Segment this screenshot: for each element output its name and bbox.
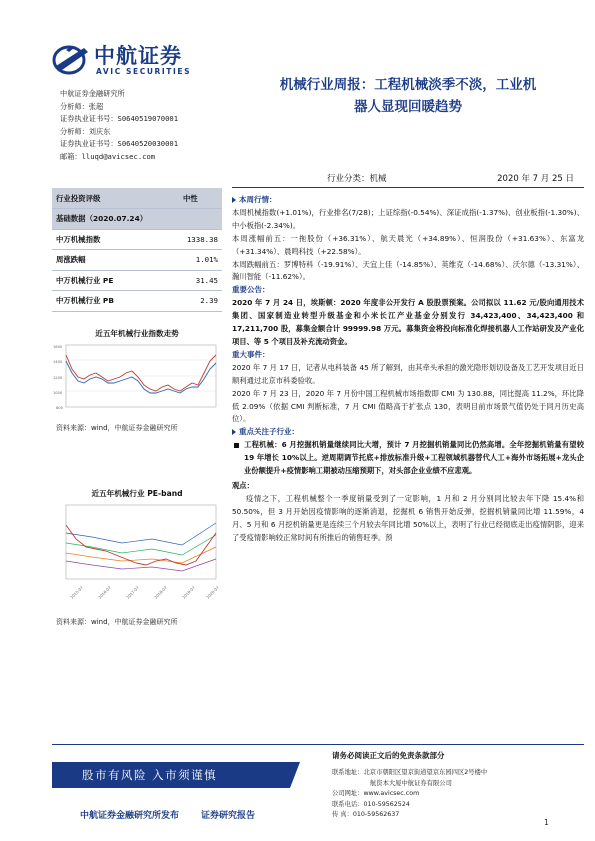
avic-logo-icon	[52, 42, 90, 76]
stat-value: 1.01%	[159, 250, 222, 271]
logo-name-cn: 中航证券	[94, 44, 182, 68]
contact-website: 公司网址：www.avicsec.com	[332, 790, 420, 797]
publisher: 中航证券金融研究所发布	[80, 811, 180, 821]
stat-value: 31.45	[159, 270, 222, 291]
chart-title: 近五年机械行业 PE-band	[91, 489, 183, 498]
stat-row	[52, 250, 222, 271]
svg-text:2017-07: 2017-07	[125, 584, 140, 600]
contact-phone: 联系电话：010-59562524	[332, 800, 410, 808]
contact-line: 联系地址：北京市朝阳区望京街道望京东园四区2号楼中	[332, 769, 488, 776]
view-paragraph: 疫情之下，工程机械整个一季度销量受到了一定影响，1 月和 2 月分别同比较去年下降 15.4%和 50.50%，但 3 月开始因疫情影响的逐渐消退，挖掘机 6 销售开始反弹，挖掘机销量同比增 11.59%，4 月、5 月和 6 月挖机销量更是连续三个月较去年同比增 50%以上，表明了行业已经彻底走出疫情阴影，迎来了受疫情影响较正常时间有所推后的销售旺季。预	[232, 493, 584, 542]
contact-line: 航资本大厦中航证券有限公司	[370, 779, 452, 787]
svg-text:2020-07: 2020-07	[205, 584, 220, 600]
square-bullet-icon	[234, 443, 239, 448]
contact-fax: 传 真：010-59562637	[332, 811, 400, 818]
footer-divider	[52, 744, 584, 745]
top-gainers-paragraph: 本周涨幅前五：一拖股份（+36.31%）、航天晨光（+34.89%）、恒润股份（+31.63%）、东富龙（+31.34%）、晨鸣科技（+22.58%）。	[232, 233, 584, 256]
report-title-line: 器人显现回暖趋势	[354, 99, 462, 115]
basic-data-label: 基础数据（2020.07.24）	[52, 209, 222, 230]
view-heading: 观点：	[232, 480, 254, 490]
section-heading: 重要公告：	[232, 285, 270, 295]
chart-source: 资料来源：wind，中航证券金融研究所	[56, 618, 178, 626]
stat-label: 中万机械行业 PB	[52, 291, 159, 312]
risk-banner	[52, 762, 290, 788]
analyst-line: 证券执业证书号：S0640519070001	[60, 114, 179, 124]
svg-text:2019-07: 2019-07	[181, 584, 196, 600]
svg-text:800: 800	[56, 406, 63, 410]
disclaimer-note: 请务必阅读正文后的免责条款部分	[332, 751, 445, 760]
industry-classification: 行业分类：机械	[327, 174, 387, 184]
svg-text:1600: 1600	[53, 345, 63, 349]
rating-value: 中性	[159, 188, 222, 209]
analyst-line: 分析师：张超	[60, 101, 104, 111]
triangle-bullet-icon	[232, 197, 236, 203]
rating-label: 行业投资评级	[52, 188, 159, 209]
stat-label: 中万机械指数	[52, 229, 159, 250]
market-paragraph: 本周机械指数(+1.01%)，行业排名(7/28)；上证综指(-0.54%)、深证成指(-1.37%)、创业板指(-1.30%)、中小板指(-2.34%)。	[232, 207, 584, 230]
logo-name-en: AVIC SECURITIES	[96, 67, 192, 76]
event-paragraph: 2020 年 7 月 17 日，记者从电科装备 45 所了解到，由其牵头承担的激光隐形划切设备及工艺开发项目近日顺利通过北京市科委验收。	[232, 362, 584, 385]
title-divider	[232, 187, 584, 188]
report-meta	[232, 172, 584, 186]
stat-row	[52, 229, 222, 250]
stat-label: 中万机械行业 PE	[52, 270, 159, 291]
stat-value: 2.39	[159, 291, 222, 312]
analyst-line: 分析师：刘庆东	[60, 126, 111, 136]
stat-row	[52, 291, 222, 312]
announcement-paragraph: 2020 年 7 月 24 日，埃斯顿：2020 年度非公开发行 A 股股票预案。公司拟以 11.62 元/股向通用技术集团、国家制造业转型升级基金和小米长江产业基金分别发行 34,423,400、34,423,400 和 17,211,700 股，募集金额合计 99999.98 万元。募集资金将投向标准化焊接机器人工作站研发及产业化项目、等 5 个项目及补充流动资金。	[232, 298, 584, 346]
contact-info	[332, 768, 487, 821]
svg-text:1000: 1000	[53, 391, 63, 395]
report-date: 2020 年 7 月 25 日	[497, 174, 574, 184]
report-type: 证券研究报告	[201, 811, 256, 821]
svg-text:2018-07: 2018-07	[153, 584, 168, 600]
analyst-info	[60, 88, 178, 164]
report-body	[232, 194, 584, 544]
rating-table	[52, 188, 222, 312]
risk-warning: 股市有风险 入市须谨慎	[82, 768, 218, 782]
rating-panel	[52, 188, 222, 312]
svg-text:1400: 1400	[53, 360, 63, 364]
analyst-line: 证券执业证书号：S0640520030001	[60, 139, 179, 149]
company-logo	[52, 40, 212, 82]
basic-data-row	[52, 209, 222, 230]
report-title-line: 机械行业周报：工程机械淡季不淡，工业机	[279, 77, 537, 93]
publisher-line	[80, 808, 255, 821]
section-heading: 重点关注子行业：	[232, 426, 584, 439]
focus-bullet: 工程机械：6 月挖掘机销量继续同比大增，预计 7 月挖掘机销量同比仍然高增。全年挖掘机销量有望较 19 年增长 10%以上。逆周期调节托底+排放标准升级+工程领域机器替代人工+海外市场拓展+龙头企业份额提升+疫情影响工期被动压缩预期下，对头部企业业绩不应悲观。	[232, 439, 584, 478]
stat-value: 1338.38	[159, 229, 222, 250]
pe-band-chart	[52, 488, 222, 628]
pe-band-plot	[52, 503, 220, 615]
analyst-line: 中航证券金融研究所	[60, 89, 125, 98]
section-heading: 重大事件：	[232, 349, 270, 359]
section-heading: 本周行情：	[232, 194, 584, 207]
top-losers-paragraph: 本周跌幅前五：罗博特科（-19.91%）、天宜上佳（-14.85%）、英维克（-14.68%）、沃尔德（-13.31%）、瀚川智能（-11.62%）。	[232, 259, 584, 282]
event-paragraph: 2020 年 7 月 23 日，2020 年 7 月份中国工程机械市场指数即 CMI 为 130.88，同比提高 11.2%，环比降低 2.09%（依据 CMI 判断标准，7 月 CMI 值略高于扩张点 130，表明目前市场景气值仍处于同月历史高位）。	[232, 388, 584, 424]
rating-row	[52, 188, 222, 209]
report-title	[232, 74, 584, 118]
analyst-email: 邮箱：lluqd@avicsec.com	[60, 151, 156, 161]
svg-text:1200: 1200	[53, 376, 63, 380]
chart-source: 资料来源：wind，中航证券金融研究所	[56, 424, 178, 432]
index-trend-plot	[52, 343, 220, 421]
stat-row	[52, 270, 222, 291]
page-number: 1	[544, 818, 549, 827]
svg-text:2015-07: 2015-07	[69, 584, 84, 600]
index-trend-chart	[52, 328, 222, 434]
stat-label: 周涨跌幅	[52, 250, 159, 271]
chart-title: 近五年机械行业指数走势	[95, 329, 179, 338]
svg-text:2016-07: 2016-07	[97, 584, 112, 600]
triangle-bullet-icon	[232, 429, 236, 435]
